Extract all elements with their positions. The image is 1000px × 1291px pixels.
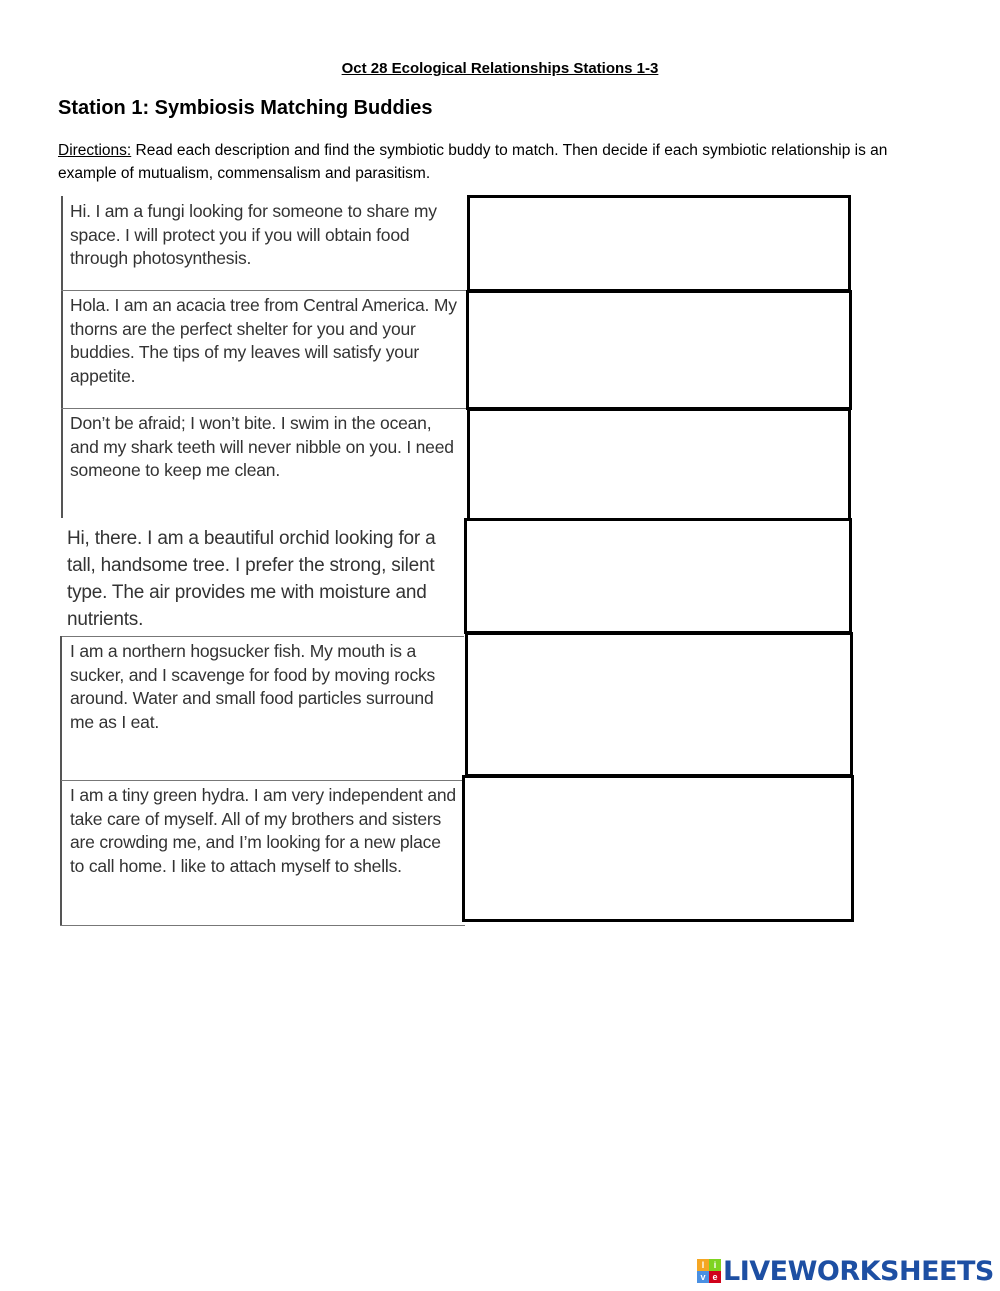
- directions: [58, 139, 938, 185]
- liveworksheets-logo: [697, 1254, 994, 1288]
- document-title: Oct 28 Ecological Relationships Stations 1-3: [341, 60, 659, 77]
- answer-box-2[interactable]: [466, 290, 852, 410]
- answer-box-3[interactable]: [467, 408, 851, 521]
- description-acacia-tree: Hola. I am an acacia tree from Central America. My thorns are the perfect shelter for you and your buddies. The tips of my leaves will satisfy your appetite.: [70, 295, 457, 386]
- row-divider: [60, 925, 465, 926]
- station-heading: Station 1: Symbiosis Matching Buddies: [58, 97, 433, 119]
- liveworksheets-logo-icon: l i v e: [697, 1259, 721, 1283]
- answer-box-6[interactable]: [462, 775, 854, 922]
- liveworksheets-logo-text: LIVEWORKSHEETS: [723, 1255, 994, 1287]
- answer-box-4[interactable]: [464, 518, 852, 634]
- description-orchid: Hi, there. I am a beautiful orchid looking for a tall, handsome tree. I prefer the strong, silent type. The air provides me with moisture and nutrients.: [67, 528, 436, 630]
- description-hydra: I am a tiny green hydra. I am very independent and take care of myself. All of my brothers and sisters are crowding me, and I’m looking for a new place to call home. I like to attach myself to shells.: [70, 785, 456, 876]
- directions-text: Read each description and find the symbiotic buddy to match. Then decide if each symbiotic relationship is an example of mutualism, commensalism and parasitism.: [58, 142, 888, 182]
- answer-box-5[interactable]: [465, 632, 853, 777]
- description-shark: Don’t be afraid; I won’t bite. I swim in the ocean, and my shark teeth will never nibble on you. I need someone to keep me clean.: [70, 413, 454, 480]
- answer-box-1[interactable]: [467, 195, 851, 292]
- description-hogsucker-fish: I am a northern hogsucker fish. My mouth is a sucker, and I scavenge for food by moving rocks around. Water and small food particles surround me as I eat.: [70, 641, 436, 732]
- description-fungi: Hi. I am a fungi looking for someone to share my space. I will protect you if you will obtain food through photosynthesis.: [70, 201, 437, 268]
- directions-label: Directions:: [58, 142, 132, 159]
